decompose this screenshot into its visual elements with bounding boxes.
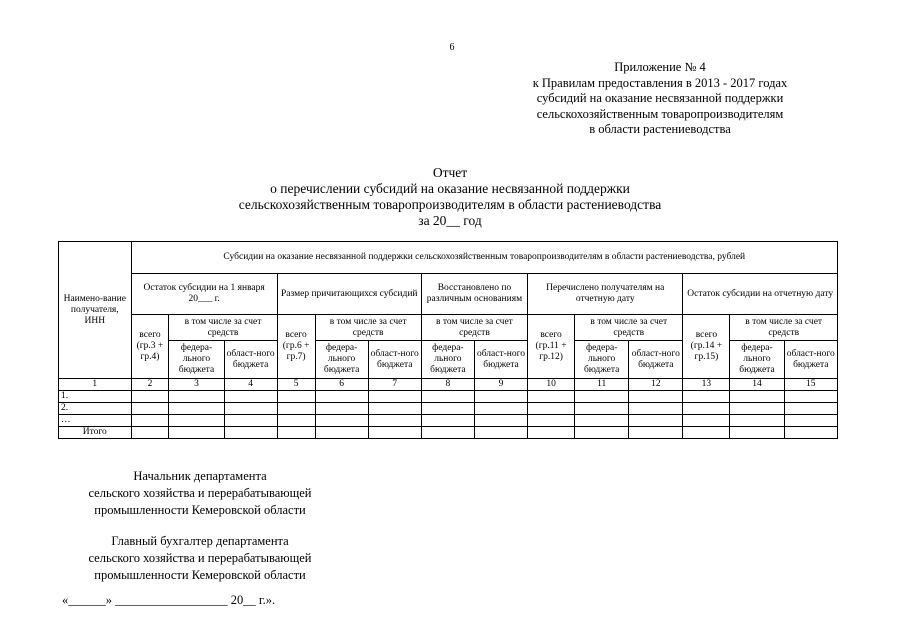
- date-line: «______» __________________ 20__ г.».: [62, 593, 276, 607]
- column-number: 9: [474, 379, 527, 391]
- group-header: Остаток субсидии на отчетную дату: [683, 274, 838, 315]
- column-numbers-row: [59, 379, 838, 391]
- appendix-line: субсидий на оказание несвязанной поддержки: [536, 91, 784, 105]
- signature-line: Главный бухгалтер департамента: [111, 534, 289, 548]
- appendix-line: Приложение № 4: [614, 60, 706, 74]
- federal-header: федера-льного бюджета: [169, 341, 224, 379]
- regional-header: област-ного бюджета: [629, 341, 683, 379]
- regional-header: област-ного бюджета: [784, 341, 837, 379]
- row-label: 1.: [59, 391, 132, 403]
- report-table: [58, 241, 838, 439]
- table-row: [59, 391, 838, 403]
- column-number: 12: [629, 379, 683, 391]
- column-number: 13: [683, 379, 730, 391]
- title-line: о перечислении субсидий на оказание несвязанной поддержки: [270, 181, 630, 196]
- signature-line: Начальник департамента: [133, 469, 267, 483]
- regional-header: област-ного бюджета: [368, 341, 421, 379]
- column-number: 14: [730, 379, 784, 391]
- total-row: [59, 427, 838, 439]
- page-number: 6: [449, 42, 455, 53]
- signature-line: сельского хозяйства и перерабатывающей: [88, 486, 312, 500]
- column-number: 15: [784, 379, 837, 391]
- column-number: 11: [575, 379, 629, 391]
- column-number: 7: [368, 379, 421, 391]
- federal-header: федера-льного бюджета: [315, 341, 368, 379]
- total-header: всего (гр.3 + гр.4): [131, 315, 169, 379]
- total-row-label: Итого: [59, 427, 132, 439]
- signature-line: промышленности Кемеровской области: [94, 503, 306, 517]
- title-line: за 20__ год: [418, 213, 482, 228]
- appendix-line: к Правилам предоставления в 2013 - 2017 годах: [532, 75, 788, 90]
- column-number: 3: [169, 379, 224, 391]
- incl-header: в том числе за счет средств: [315, 315, 421, 341]
- group-header: Остаток субсидии на 1 января 20___ г.: [131, 274, 277, 315]
- accountant-signature-block: [40, 533, 360, 584]
- head-signature-block: [40, 468, 360, 519]
- appendix-line: сельскохозяйственным товаропроизводителям: [536, 106, 784, 121]
- federal-header: федера-льного бюджета: [421, 341, 474, 379]
- appendix-line: в области растениеводства: [589, 122, 731, 136]
- signature-line: сельского хозяйства и перерабатывающей: [88, 551, 312, 565]
- group-header: Восстановлено по различным основаниям: [421, 274, 527, 315]
- title-line: Отчет: [432, 165, 468, 180]
- table-row: [59, 403, 838, 415]
- title-line: сельскохозяйственным товаропроизводителям в области растениеводства: [238, 197, 662, 212]
- group-header: Размер причитающихся субсидий: [277, 274, 421, 315]
- column-number: 4: [224, 379, 277, 391]
- recipient-header: Наимено-вание получателя, ИНН: [59, 242, 132, 379]
- total-header: всего (гр.14 + гр.15): [683, 315, 730, 379]
- regional-header: област-ного бюджета: [224, 341, 277, 379]
- total-header: всего (гр.6 + гр.7): [277, 315, 315, 379]
- incl-header: в том числе за счет средств: [169, 315, 277, 341]
- federal-header: федера-льного бюджета: [575, 341, 629, 379]
- subsidy-header: Субсидии на оказание несвязанной поддержки сельскохозяйственным товаропроизводителям в области растениеводства, рублей: [131, 242, 837, 274]
- row-label: …: [59, 415, 132, 427]
- column-number: 8: [421, 379, 474, 391]
- column-number: 5: [277, 379, 315, 391]
- appendix-header: [480, 60, 840, 138]
- signature-line: промышленности Кемеровской области: [94, 568, 306, 582]
- federal-header: федера-льного бюджета: [730, 341, 784, 379]
- column-number: 2: [131, 379, 169, 391]
- table-row: [59, 415, 838, 427]
- row-label: 2.: [59, 403, 132, 415]
- incl-header: в том числе за счет средств: [575, 315, 683, 341]
- incl-header: в том числе за счет средств: [730, 315, 838, 341]
- group-header: Перечислено получателям на отчетную дату: [528, 274, 683, 315]
- column-number: 10: [528, 379, 575, 391]
- regional-header: област-ного бюджета: [474, 341, 527, 379]
- report-title: [150, 165, 750, 229]
- column-number: 1: [59, 379, 132, 391]
- column-number: 6: [315, 379, 368, 391]
- total-header: всего (гр.11 + гр.12): [528, 315, 575, 379]
- incl-header: в том числе за счет средств: [421, 315, 527, 341]
